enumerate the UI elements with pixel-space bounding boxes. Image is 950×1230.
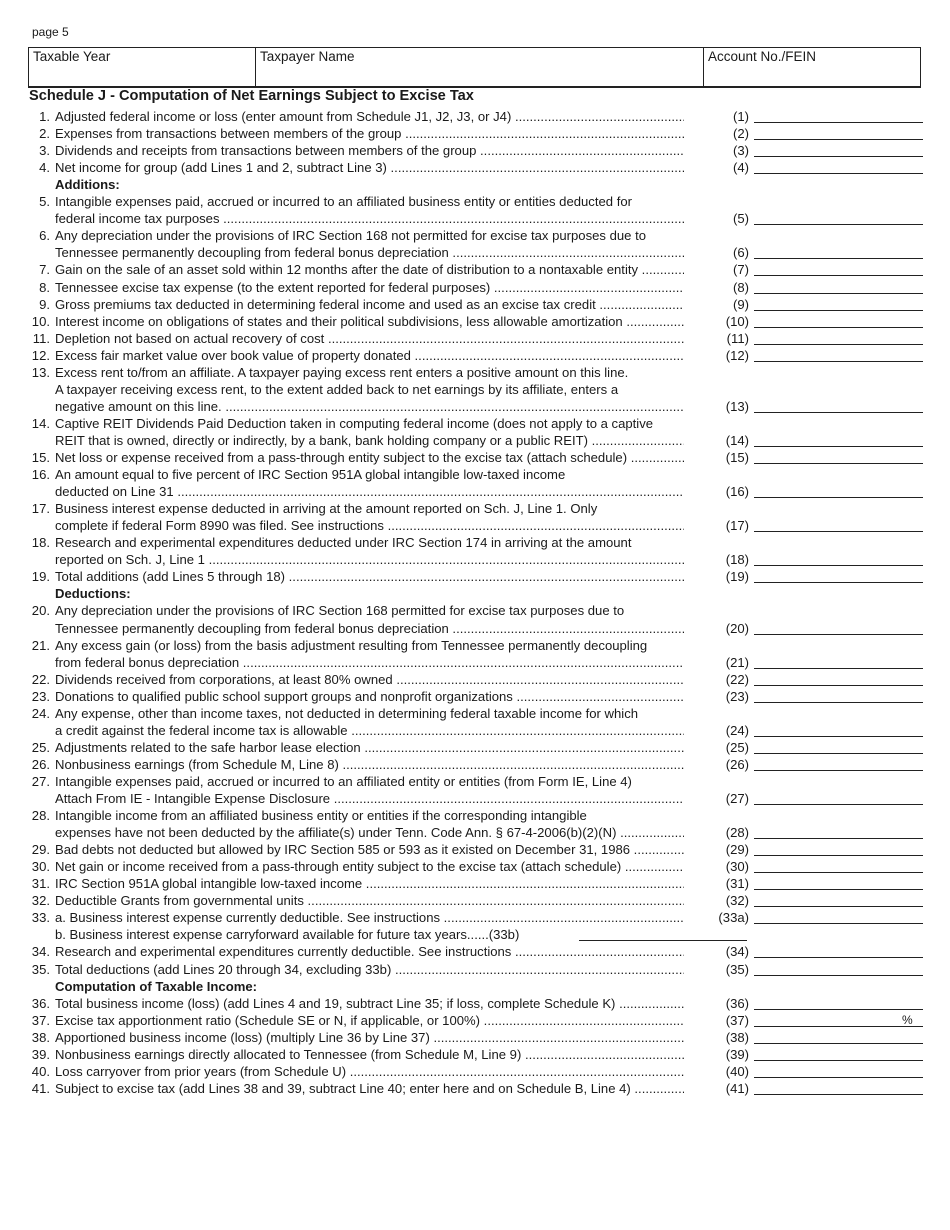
amount-input-line[interactable]	[754, 1094, 923, 1095]
line-number: 20.	[31, 603, 50, 619]
schedule-title: Schedule J - Computation of Net Earnings Subject to Excise Tax	[29, 88, 474, 104]
line-text: Any excess gain (or loss) from the basis adjustment resulting from Tennessee permanently decoupling	[55, 637, 648, 653]
line-text: Nonbusiness earnings directly allocated to Tennessee (from Schedule M, Line 9) .....	[55, 1046, 724, 1063]
amount-input-line[interactable]	[754, 412, 923, 413]
amount-input-line[interactable]	[754, 1009, 923, 1010]
schedule-line	[24, 347, 724, 364]
line-reference: (13)	[684, 398, 749, 415]
line-reference: (35)	[684, 961, 749, 978]
line-number: 21.	[31, 637, 50, 653]
percent-sign: %	[902, 1012, 913, 1027]
amount-input-line[interactable]	[754, 923, 923, 924]
schedule-line	[24, 330, 724, 347]
taxpayer-header	[28, 47, 921, 88]
line-text: Adjustments related to the safe harbor lease election .....	[55, 739, 724, 756]
amount-input-line[interactable]	[754, 702, 923, 703]
line-number: 8.	[39, 279, 50, 295]
line-number: 1.	[39, 109, 50, 124]
line-number: 29.	[31, 842, 50, 858]
line-text: b. Business interest expense carryforward available for future tax years......(33b)	[55, 927, 520, 943]
schedule-line	[24, 1063, 724, 1080]
line-reference: (7)	[684, 261, 749, 278]
line-text: Tennessee excise tax expense (to the extent reported for federal purposes) .....	[55, 279, 724, 296]
line-number: 2.	[39, 126, 50, 142]
schedule-line	[24, 688, 724, 705]
amount-input-line[interactable]	[754, 872, 923, 873]
line-reference: (4)	[684, 159, 749, 176]
line-reference: (40)	[684, 1063, 749, 1080]
amount-input-line[interactable]	[754, 582, 923, 583]
amount-input-line[interactable]	[754, 975, 923, 976]
line-number: 15.	[31, 450, 50, 465]
schedule-line	[24, 790, 724, 807]
schedule-line	[24, 807, 724, 824]
section-heading	[24, 585, 724, 602]
line-reference: (9)	[684, 296, 749, 313]
taxable-year-label: Taxable Year	[33, 49, 111, 64]
taxpayer-name-label: Taxpayer Name	[260, 49, 355, 64]
line-text: from federal bonus depreciation .....	[55, 654, 724, 671]
schedule-line	[24, 1080, 724, 1097]
line-reference: (26)	[684, 756, 749, 773]
schedule-line	[24, 551, 724, 568]
line-number: 22.	[31, 671, 50, 687]
schedule-line	[24, 568, 724, 585]
line-text: Deductions:	[55, 586, 131, 602]
schedule-line	[24, 620, 724, 637]
section-heading	[24, 978, 724, 995]
line-text: Tennessee permanently decoupling from federal bonus depreciation .....	[55, 620, 724, 637]
line-number: 40.	[31, 1063, 50, 1079]
taxable-year-field[interactable]	[29, 48, 255, 86]
schedule-line	[24, 466, 724, 483]
line-reference: (25)	[684, 739, 749, 756]
line-reference: (15)	[684, 449, 749, 466]
line-reference: (38)	[684, 1029, 749, 1046]
line-text: complete if federal Form 8990 was filed. See instructions .....	[55, 517, 724, 534]
line-number: 30.	[31, 859, 50, 875]
line-reference: (30)	[684, 858, 749, 875]
line-number: 39.	[31, 1046, 50, 1062]
amount-input-line[interactable]	[754, 736, 923, 737]
schedule-line	[24, 244, 724, 261]
line-number: 4.	[39, 160, 50, 176]
line-reference: (41)	[684, 1080, 749, 1097]
line-text: Attach From IE - Intangible Expense Disclosure .....	[55, 790, 724, 807]
line-text: Net gain or income received from a pass-through entity subject to the excise tax (attach schedule) .....	[55, 858, 724, 875]
amount-input-line[interactable]	[754, 804, 923, 805]
line-text: Depletion not based on actual recovery of cost .....	[55, 330, 724, 347]
line-reference: (39)	[684, 1046, 749, 1063]
schedule-line	[24, 943, 724, 960]
line-text: Dividends received from corporations, at least 80% owned .....	[55, 671, 724, 688]
line-reference: (20)	[684, 620, 749, 637]
schedule-line	[24, 296, 724, 313]
schedule-line	[24, 824, 724, 841]
line-number: 17.	[31, 501, 50, 517]
line-reference: (3)	[684, 142, 749, 159]
line-reference: (24)	[684, 722, 749, 739]
amount-input-line[interactable]	[754, 1043, 923, 1044]
schedule-line	[24, 210, 724, 227]
amount-input-line[interactable]	[754, 463, 923, 464]
schedule-line	[24, 995, 724, 1012]
taxpayer-name-field[interactable]	[255, 48, 703, 86]
line-number: 3.	[39, 143, 50, 159]
schedule-line	[24, 261, 724, 278]
amount-input-line[interactable]	[754, 753, 923, 754]
line-reference: (6)	[684, 244, 749, 261]
line-reference: (12)	[684, 347, 749, 364]
line-number: 34.	[31, 944, 50, 960]
line-number: 10.	[31, 313, 50, 329]
line-reference: (16)	[684, 483, 749, 500]
line-text: An amount equal to five percent of IRC Section 951A global intangible low-taxed income	[55, 467, 566, 483]
amount-input-line[interactable]	[754, 531, 923, 532]
amount-input-line[interactable]	[754, 565, 923, 566]
amount-input-line[interactable]	[754, 139, 923, 140]
line-text: Any depreciation under the provisions of IRC Section 168 not permitted for excise tax purposes due to	[55, 228, 647, 244]
schedule-line	[24, 705, 724, 722]
line-text: Adjusted federal income or loss (enter amount from Schedule J1, J2, J3, or J4) .....	[55, 108, 724, 125]
line-number: 19.	[31, 569, 50, 585]
schedule-line	[24, 961, 724, 978]
line-reference: (33a)	[684, 909, 749, 926]
schedule-line	[24, 159, 724, 176]
line-number: 31.	[31, 876, 50, 892]
line-text: REIT that is owned, directly or indirectly, by a bank, bank holding company or a public REIT) .....	[55, 432, 724, 449]
line-number: 11.	[32, 330, 50, 346]
line-reference: (1)	[684, 108, 749, 125]
line-text: Nonbusiness earnings (from Schedule M, Line 8) .....	[55, 756, 724, 773]
line-reference: (32)	[684, 892, 749, 909]
schedule-line	[24, 193, 724, 210]
line-reference: (10)	[684, 313, 749, 330]
line-reference: (36)	[684, 995, 749, 1012]
line-reference: (19)	[684, 568, 749, 585]
line-number: 37.	[31, 1012, 50, 1028]
line-number: 33.	[31, 910, 50, 926]
amount-input-line[interactable]	[754, 838, 923, 839]
schedule-line	[24, 381, 724, 398]
amount-input-line[interactable]	[754, 327, 923, 328]
schedule-line	[24, 142, 724, 159]
amount-input-line[interactable]	[754, 1077, 923, 1078]
line-number: 28.	[31, 808, 50, 824]
schedule-line	[24, 739, 724, 756]
schedule-line	[24, 875, 724, 892]
schedule-line	[24, 449, 724, 466]
line-text: deducted on Line 31 .....	[55, 483, 724, 500]
line-number: 26.	[31, 756, 50, 772]
line-text: Bad debts not deducted but allowed by IRC Section 585 or 593 as it existed on December 31, 1986 .....	[55, 841, 724, 858]
amount-input-line[interactable]	[754, 668, 923, 669]
line-text: IRC Section 951A global intangible low-taxed income .....	[55, 875, 724, 892]
amount-input-line[interactable]	[754, 293, 923, 294]
schedule-line	[24, 227, 724, 244]
amount-input-line[interactable]	[754, 957, 923, 958]
amount-input-line[interactable]	[754, 770, 923, 771]
line-text: Excess rent to/from an affiliate. A taxpayer paying excess rent enters a positive amount on this line.	[55, 364, 629, 380]
line-number: 41.	[31, 1080, 50, 1096]
amount-input-line[interactable]	[754, 446, 923, 447]
line-text: Deductible Grants from governmental units .....	[55, 892, 724, 909]
schedule-line	[24, 500, 724, 517]
line-text: Total business income (loss) (add Lines 4 and 19, subtract Line 35; if loss, complete Schedule K) .....	[55, 995, 724, 1012]
line-number: 25.	[31, 739, 50, 755]
schedule-line	[24, 892, 724, 909]
line-text: Dividends and receipts from transactions between members of the group .....	[55, 142, 724, 159]
line-text: Tennessee permanently decoupling from federal bonus depreciation .....	[55, 244, 724, 261]
line-text: Intangible expenses paid, accrued or incurred to an affiliated business entity or entities deducted for	[55, 194, 632, 210]
amount-input-line[interactable]	[754, 361, 923, 362]
amount-input-line[interactable]	[754, 1060, 923, 1061]
line-number: 12.	[31, 347, 50, 363]
schedule-line	[24, 722, 724, 739]
schedule-line	[24, 108, 724, 125]
line-text: Intangible expenses paid, accrued or incurred to an affiliated entity or entities (from Form IE, Line 4)	[55, 773, 632, 789]
schedule-line	[24, 415, 724, 432]
line-number: 7.	[39, 262, 50, 278]
line-number: 24.	[31, 705, 50, 721]
line-reference: (34)	[684, 943, 749, 960]
line-text: Gross premiums tax deducted in determining federal income and used as an excise tax credit .....	[55, 296, 724, 313]
amount-input-line[interactable]	[754, 310, 923, 311]
line-number: 6.	[39, 228, 50, 244]
line-number: 32.	[31, 893, 50, 909]
amount-input-line[interactable]	[754, 1026, 923, 1027]
line-reference: (14)	[684, 432, 749, 449]
line-text: Net loss or expense received from a pass-through entity subject to the excise tax (attach schedule) .....	[55, 449, 724, 466]
line-text: Business interest expense deducted in arriving at the amount reported on Sch. J, Line 1. Only	[55, 501, 598, 517]
amount-input-line[interactable]	[754, 156, 923, 157]
line-number: 5.	[39, 194, 50, 210]
line-text: Interest income on obligations of states and their political subdivisions, less allowable amortization .....	[55, 313, 724, 330]
amount-input-line[interactable]	[754, 122, 923, 123]
amount-input-line[interactable]	[754, 258, 923, 259]
line-number: 16.	[31, 467, 50, 483]
line-reference: (29)	[684, 841, 749, 858]
schedule-line	[24, 1046, 724, 1063]
line-text: reported on Sch. J, Line 1 .....	[55, 551, 724, 568]
line-number: 38.	[31, 1029, 50, 1045]
schedule-line	[24, 517, 724, 534]
schedule-line	[24, 1012, 724, 1029]
line-text: Research and experimental expenditures currently deductible. See instructions .....	[55, 943, 724, 960]
line-text: Subject to excise tax (add Lines 38 and 39, subtract Line 40; enter here and on Schedule B, Line 4) .....	[55, 1080, 724, 1097]
line-reference: (17)	[684, 517, 749, 534]
line-reference: (23)	[684, 688, 749, 705]
schedule-line	[24, 756, 724, 773]
schedule-line	[24, 602, 724, 619]
schedule-line	[24, 534, 724, 551]
amount-input-line[interactable]	[754, 344, 923, 345]
schedule-line	[24, 841, 724, 858]
schedule-line	[24, 637, 724, 654]
line-number: 9.	[39, 296, 50, 312]
line-text: A taxpayer receiving excess rent, to the extent added back to net earnings by its affiliate, enters a	[55, 381, 619, 397]
amount-input-line[interactable]	[754, 224, 923, 225]
line-text: Additions:	[55, 177, 120, 193]
line-text: Apportioned business income (loss) (multiply Line 36 by Line 37) .....	[55, 1029, 724, 1046]
line-reference: (28)	[684, 824, 749, 841]
section-heading	[24, 176, 724, 193]
account-no-field[interactable]	[703, 48, 920, 86]
schedule-line	[24, 671, 724, 688]
amount-input-line[interactable]	[754, 497, 923, 498]
schedule-line	[24, 364, 724, 381]
line-text: Intangible income from an affiliated business entity or entities if the corresponding intangible	[55, 808, 587, 824]
line-number: 23.	[31, 688, 50, 704]
line-text: Excise tax apportionment ratio (Schedule SE or N, if applicable, or 100%) .....	[55, 1012, 724, 1029]
line-text: Research and experimental expenditures deducted under IRC Section 174 in arriving at the amount	[55, 535, 632, 551]
line-text: federal income tax purposes .....	[55, 210, 724, 227]
schedule-line	[24, 398, 724, 415]
line-text: Total deductions (add Lines 20 through 34, excluding 33b) .....	[55, 961, 724, 978]
line-reference: (2)	[684, 125, 749, 142]
schedule-line	[24, 279, 724, 296]
line-reference: (11)	[684, 330, 749, 347]
amount-input-line[interactable]	[579, 940, 747, 941]
amount-input-line[interactable]	[754, 906, 923, 907]
line-number: 36.	[31, 995, 50, 1011]
line-reference: (21)	[684, 654, 749, 671]
schedule-line	[24, 432, 724, 449]
line-text: Gain on the sale of an asset sold within 12 months after the date of distribution to a nontaxable entity .....	[55, 261, 724, 278]
schedule-line	[24, 125, 724, 142]
line-number: 27.	[31, 773, 50, 789]
line-text: Excess fair market value over book value of property donated .....	[55, 347, 724, 364]
schedule-line	[24, 313, 724, 330]
line-text: Donations to qualified public school support groups and nonprofit organizations .....	[55, 688, 724, 705]
line-reference: (22)	[684, 671, 749, 688]
line-text: expenses have not been deducted by the affiliate(s) under Tenn. Code Ann. § 67-4-2006(b)(2)(N) .....	[55, 824, 724, 841]
page-number: page 5	[32, 25, 69, 39]
line-text: Loss carryover from prior years (from Schedule U) .....	[55, 1063, 724, 1080]
amount-input-line[interactable]	[754, 855, 923, 856]
line-reference: (5)	[684, 210, 749, 227]
line-text: a credit against the federal income tax is allowable .....	[55, 722, 724, 739]
line-text: negative amount on this line. .....	[55, 398, 724, 415]
line-reference: (18)	[684, 551, 749, 568]
line-reference: (27)	[684, 790, 749, 807]
amount-input-line[interactable]	[754, 685, 923, 686]
line-number: 14.	[31, 415, 50, 431]
amount-input-line[interactable]	[754, 889, 923, 890]
schedule-line	[24, 1029, 724, 1046]
line-text: Expenses from transactions between members of the group .....	[55, 125, 724, 142]
line-reference: (37)	[684, 1012, 749, 1029]
line-number: 13.	[31, 364, 50, 380]
amount-input-line[interactable]	[754, 173, 923, 174]
line-number: 35.	[31, 961, 50, 977]
line-text: Computation of Taxable Income:	[55, 978, 257, 994]
schedule-line	[24, 909, 724, 926]
schedule-line	[24, 483, 724, 500]
line-number: 18.	[31, 535, 50, 551]
line-text: Net income for group (add Lines 1 and 2, subtract Line 3) .....	[55, 159, 724, 176]
amount-input-line[interactable]	[754, 275, 923, 276]
line-text: Total additions (add Lines 5 through 18) .....	[55, 568, 724, 585]
line-text: Any depreciation under the provisions of IRC Section 168 permitted for excise tax purposes due to	[55, 603, 625, 619]
schedule-line	[24, 654, 724, 671]
line-reference: (31)	[684, 875, 749, 892]
line-reference: (8)	[684, 279, 749, 296]
amount-input-line[interactable]	[754, 634, 923, 635]
line-text: a. Business interest expense currently deductible. See instructions .....	[55, 909, 724, 926]
line-text: Any expense, other than income taxes, not deducted in determining federal taxable income for which	[55, 705, 639, 721]
schedule-line	[24, 773, 724, 790]
schedule-line	[24, 858, 724, 875]
account-no-label: Account No./FEIN	[708, 49, 817, 64]
line-text: Captive REIT Dividends Paid Deduction taken in computing federal income (does not apply to a captive	[55, 415, 654, 431]
